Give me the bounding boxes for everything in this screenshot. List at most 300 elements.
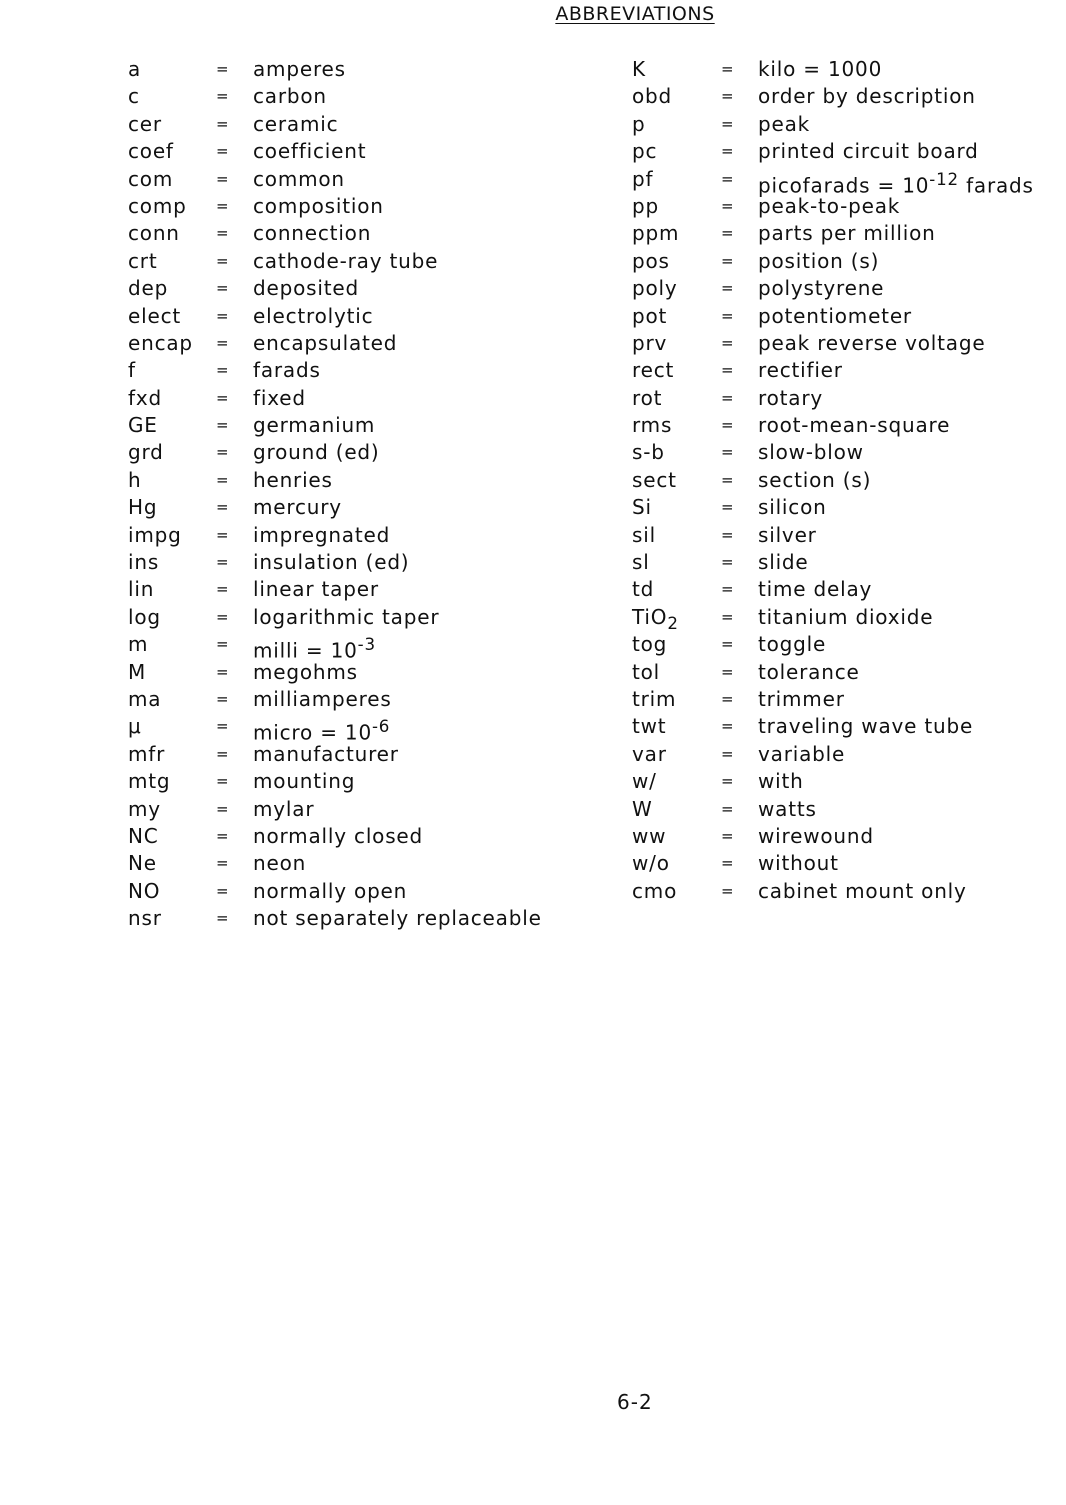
definition-text: position (s) [758, 248, 880, 273]
abbreviation-term-text: conn [128, 221, 180, 246]
abbreviation-term [128, 248, 157, 275]
abbreviation-definition [253, 439, 380, 466]
abbreviation-definition [253, 522, 390, 549]
equals-sign: = [721, 717, 735, 736]
abbreviation-term [128, 878, 160, 905]
equals-sign: = [216, 470, 230, 489]
abbreviation-definition [758, 385, 823, 412]
abbreviation-term [128, 659, 146, 686]
definition-text: not separately replaceable [253, 906, 542, 931]
abbreviation-definition [758, 768, 804, 795]
definition-text: time delay [758, 577, 873, 602]
abbreviation-definition [758, 248, 879, 275]
equals-sign: = [721, 525, 735, 544]
abbreviation-definition [253, 83, 327, 110]
equals-sign: = [216, 662, 230, 681]
page-number: 6-2 [617, 1390, 653, 1414]
abbreviation-definition [758, 412, 950, 439]
equals-sign: = [216, 87, 230, 106]
abbreviation-term-text: fxd [128, 385, 162, 410]
abbreviation-definition [253, 796, 314, 823]
equals-sign: = [216, 361, 230, 380]
abbreviation-term [632, 412, 672, 439]
equals-sign: = [216, 580, 230, 599]
definition-text: normally closed [253, 823, 424, 848]
definition-text: encapsulated [253, 330, 398, 355]
abbreviation-term [128, 631, 148, 658]
abbreviation-definition [253, 850, 306, 877]
abbreviation-term [128, 138, 174, 165]
abbreviation-term-text: NO [128, 878, 161, 903]
definition-text: watts [758, 796, 817, 821]
definition-text: tolerance [758, 659, 860, 684]
abbreviation-definition [758, 659, 860, 686]
abbreviation-term-text: my [128, 796, 161, 821]
definition-text: rotary [758, 385, 823, 410]
definition-text: milli = 10 [253, 638, 358, 663]
abbreviation-term [128, 741, 165, 768]
equals-sign: = [216, 333, 230, 352]
abbreviation-term-text: rect [632, 358, 675, 383]
abbreviation-term-text: prv [632, 330, 668, 355]
abbreviation-term-text: td [632, 577, 655, 602]
abbreviation-term-text: c [128, 84, 140, 109]
abbreviation-term-text: impg [128, 522, 182, 547]
abbreviation-term [632, 467, 677, 494]
abbreviation-term [632, 659, 660, 686]
abbreviation-term [632, 220, 679, 247]
definition-text: slow-blow [758, 440, 864, 465]
equals-sign: = [721, 361, 735, 380]
abbreviation-term-text: w/o [632, 851, 670, 876]
equals-sign: = [721, 443, 735, 462]
definition-text: logarithmic taper [253, 604, 440, 629]
equals-sign: = [721, 854, 735, 873]
abbreviation-term-text: sect [632, 467, 677, 492]
equals-sign: = [721, 416, 735, 435]
equals-sign: = [721, 251, 735, 270]
abbreviation-term-text: dep [128, 276, 169, 301]
equals-sign: = [216, 799, 230, 818]
abbreviation-term-text: grd [128, 440, 164, 465]
abbreviation-term-text: pp [632, 193, 659, 218]
definition-text: rectifier [758, 358, 843, 383]
abbreviation-term [632, 439, 665, 466]
abbreviation-term-text: m [128, 632, 149, 657]
equals-sign: = [216, 416, 230, 435]
abbreviation-term-text: pot [632, 303, 668, 328]
definition-text: printed circuit board [758, 139, 979, 164]
equals-sign: = [721, 142, 735, 161]
abbreviation-term-text: crt [128, 248, 158, 273]
definition-text: without [758, 851, 839, 876]
equals-sign: = [216, 553, 230, 572]
abbreviation-term [128, 549, 159, 576]
abbreviation-term [632, 631, 667, 658]
equals-sign: = [721, 279, 735, 298]
abbreviation-term-text: rot [632, 385, 663, 410]
abbreviation-definition [758, 494, 827, 521]
abbreviation-definition [253, 220, 371, 247]
equals-sign: = [721, 580, 735, 599]
definition-text: milliamperes [253, 686, 392, 711]
definition-text: slide [758, 550, 809, 575]
definition-text: connection [253, 221, 372, 246]
abbreviation-term-text: log [128, 604, 161, 629]
abbreviation-term [632, 111, 646, 138]
abbreviation-term [128, 439, 164, 466]
abbreviation-term [128, 303, 181, 330]
definition-text: peak [758, 111, 811, 136]
abbreviation-term-text: trim [632, 686, 677, 711]
abbreviation-term [632, 741, 667, 768]
equals-sign: = [721, 689, 735, 708]
abbreviation-term-text: K [632, 57, 646, 81]
abbreviation-definition [758, 850, 839, 877]
abbreviation-definition [253, 905, 542, 932]
abbreviation-definition [758, 357, 843, 384]
abbreviation-term-text: ww [632, 823, 667, 848]
definition-text: mercury [253, 495, 342, 520]
abbreviation-term-text: s-b [632, 440, 665, 465]
abbreviation-term-text: obd [632, 84, 673, 109]
equals-sign: = [216, 635, 230, 654]
definition-text: deposited [253, 276, 359, 301]
definition-text: composition [253, 193, 384, 218]
abbreviation-definition [758, 878, 967, 905]
equals-sign: = [216, 498, 230, 517]
abbreviation-definition [253, 275, 359, 302]
definition-text: cabinet mount only [758, 878, 967, 903]
equals-sign: = [721, 553, 735, 572]
abbreviation-term [128, 56, 141, 83]
equals-sign: = [721, 498, 735, 517]
abbreviation-definition [758, 549, 809, 576]
abbreviation-term-text: μ [128, 714, 142, 739]
abbreviation-term-text: M [128, 659, 147, 684]
abbreviation-term [632, 83, 672, 110]
abbreviation-definition [253, 549, 409, 576]
abbreviation-term [128, 796, 161, 823]
equals-sign: = [721, 60, 735, 78]
abbreviation-definition [758, 330, 985, 357]
abbreviation-term [128, 330, 193, 357]
definition-text: micro = 10 [253, 721, 372, 746]
abbreviation-term-text: nsr [128, 906, 162, 931]
abbreviation-definition [253, 193, 384, 220]
equals-sign: = [216, 224, 230, 243]
equals-sign: = [721, 224, 735, 243]
definition-text: cathode-ray tube [253, 248, 439, 273]
abbreviation-term [128, 494, 157, 521]
abbreviation-term [128, 905, 162, 932]
definition-text: wirewound [758, 823, 874, 848]
definition-text: normally open [253, 878, 408, 903]
abbreviation-definition [758, 83, 976, 110]
abbreviation-term-text: ppm [632, 221, 680, 246]
equals-sign: = [216, 909, 230, 928]
equals-sign: = [721, 607, 735, 626]
abbreviation-term-text: pc [632, 139, 658, 164]
abbreviation-term-text: com [128, 166, 174, 191]
equals-sign: = [216, 251, 230, 270]
abbreviation-term-text: comp [128, 193, 187, 218]
abbreviation-term-text: TiO [632, 604, 668, 629]
definition-text: silicon [758, 495, 827, 520]
abbreviation-term [632, 357, 674, 384]
equals-sign: = [721, 826, 735, 845]
equals-sign: = [216, 689, 230, 708]
definition-text: peak-to-peak [758, 193, 901, 218]
exponent: -3 [357, 635, 376, 655]
equals-sign: = [216, 142, 230, 161]
abbreviation-term [128, 713, 142, 740]
definition-text: insulation (ed) [253, 550, 410, 575]
equals-sign: = [721, 114, 735, 133]
abbreviation-term [128, 166, 173, 193]
exponent: -12 [929, 169, 959, 189]
abbreviation-definition [758, 686, 845, 713]
abbreviation-definition [758, 713, 973, 740]
abbreviation-term [128, 604, 161, 631]
equals-sign: = [216, 388, 230, 407]
abbreviation-term-text: cmo [632, 878, 678, 903]
equals-sign: = [216, 306, 230, 325]
abbreviation-definition [253, 166, 345, 193]
abbreviation-definition [758, 111, 810, 138]
abbreviation-term [632, 576, 654, 603]
definition-text: mounting [253, 769, 356, 794]
equals-sign: = [216, 881, 230, 900]
definition-text: variable [758, 741, 846, 766]
abbreviation-term-text: sl [632, 550, 650, 575]
abbreviation-term [632, 713, 666, 740]
abbreviation-term [128, 220, 180, 247]
definition-text: manufacturer [253, 741, 399, 766]
definition-text: neon [253, 851, 307, 876]
definition-text: henries [253, 467, 333, 492]
abbreviation-term [632, 522, 656, 549]
abbreviation-term-text: tog [632, 632, 668, 657]
abbreviation-term-text: h [128, 467, 142, 492]
definition-text: common [253, 166, 345, 191]
abbreviation-term [632, 494, 652, 521]
definition-text: electrolytic [253, 303, 374, 328]
abbreviation-term [632, 193, 659, 220]
definition-text: kilo = 1000 [758, 57, 883, 81]
abbreviation-definition [758, 220, 936, 247]
definition-suffix: farads [958, 173, 1034, 198]
definition-text: order by description [758, 84, 976, 109]
abbreviation-definition [253, 56, 346, 83]
equals-sign: = [721, 333, 735, 352]
abbreviation-definition [758, 193, 900, 220]
abbreviation-definition [253, 248, 438, 275]
definition-text: farads [253, 358, 321, 383]
definition-text: fixed [253, 385, 306, 410]
abbreviation-definition [253, 467, 333, 494]
abbreviation-definition [253, 303, 373, 330]
equals-sign: = [216, 114, 230, 133]
abbreviation-term-text: W [632, 796, 653, 821]
equals-sign: = [721, 306, 735, 325]
page-title: ABBREVIATIONS [555, 3, 715, 25]
definition-text: titanium dioxide [758, 604, 934, 629]
abbreviation-term-text: var [632, 741, 667, 766]
definition-text: polystyrene [758, 276, 885, 301]
abbreviation-term-text: encap [128, 330, 193, 355]
definition-text: picofarads = 10 [758, 173, 930, 198]
abbreviation-definition [253, 659, 358, 686]
abbreviation-term-text: twt [632, 714, 667, 739]
definition-text: ground (ed) [253, 440, 380, 465]
abbreviation-term-text: poly [632, 276, 678, 301]
abbreviation-definition [253, 494, 342, 521]
definition-text: potentiometer [758, 303, 912, 328]
abbreviation-term [632, 275, 678, 302]
abbreviation-definition [758, 439, 864, 466]
definition-text: coefficient [253, 139, 367, 164]
abbreviation-term [632, 303, 667, 330]
abbreviation-term [128, 686, 161, 713]
definition-text: mylar [253, 796, 315, 821]
abbreviation-term-text: rms [632, 413, 673, 438]
abbreviation-term [128, 193, 187, 220]
abbreviation-term-text: cer [128, 111, 162, 136]
definition-text: amperes [253, 57, 346, 81]
abbreviation-definition [253, 385, 306, 412]
abbreviation-definition [253, 741, 399, 768]
abbreviation-term [632, 768, 657, 795]
abbreviation-term-text: elect [128, 303, 182, 328]
abbreviation-term-text: Si [632, 495, 652, 520]
equals-sign: = [216, 169, 230, 188]
abbreviation-term-text: coef [128, 139, 174, 164]
definition-text: toggle [758, 632, 827, 657]
definition-text: silver [758, 522, 817, 547]
abbreviation-definition [253, 111, 338, 138]
equals-sign: = [721, 744, 735, 763]
abbreviation-definition [253, 604, 439, 631]
equals-sign: = [216, 826, 230, 845]
equals-sign: = [721, 196, 735, 215]
abbreviation-term [128, 111, 162, 138]
abbreviation-subscript: 2 [667, 613, 679, 633]
definition-text: germanium [253, 413, 376, 438]
abbreviation-term [128, 522, 182, 549]
abbreviation-definition [758, 576, 872, 603]
abbreviation-term-text: pos [632, 248, 670, 273]
abbreviation-term-text: w/ [632, 769, 657, 794]
abbreviation-definition [253, 330, 397, 357]
abbreviation-term [128, 823, 159, 850]
definition-text: megohms [253, 659, 358, 684]
abbreviation-definition [758, 138, 979, 165]
abbreviation-term-text: Hg [128, 495, 158, 520]
abbreviation-term [632, 385, 662, 412]
definition-text: ceramic [253, 111, 339, 136]
abbreviation-definition [758, 604, 933, 631]
definition-text: linear taper [253, 577, 379, 602]
abbreviation-definition [758, 275, 884, 302]
equals-sign: = [216, 607, 230, 626]
abbreviation-term-text: f [128, 358, 136, 383]
exponent: -6 [371, 717, 391, 737]
equals-sign: = [216, 60, 230, 78]
abbreviation-term-text: pf [632, 166, 654, 191]
abbreviation-definition [758, 631, 826, 658]
abbreviation-term [632, 138, 657, 165]
equals-sign: = [216, 443, 230, 462]
abbreviation-term-text: lin [128, 577, 155, 602]
abbreviation-definition [758, 796, 817, 823]
equals-sign: = [721, 169, 735, 188]
abbreviation-definition [758, 741, 845, 768]
abbreviation-term [632, 823, 666, 850]
equals-sign: = [216, 525, 230, 544]
abbreviation-term [632, 166, 653, 193]
abbreviation-term [128, 275, 168, 302]
abbreviation-definition [253, 768, 355, 795]
abbreviation-term [632, 549, 650, 576]
definition-text: section (s) [758, 467, 872, 492]
abbreviation-definition [758, 56, 882, 83]
equals-sign: = [216, 854, 230, 873]
definition-text: peak reverse voltage [758, 330, 986, 355]
equals-sign: = [721, 772, 735, 791]
equals-sign: = [216, 717, 230, 736]
abbreviation-term [128, 357, 136, 384]
definition-text: carbon [253, 84, 327, 109]
equals-sign: = [721, 881, 735, 900]
equals-sign: = [721, 799, 735, 818]
definition-text: root-mean-square [758, 413, 951, 438]
equals-sign: = [721, 635, 735, 654]
definition-text: impregnated [253, 522, 391, 547]
abbreviation-term-text: mfr [128, 741, 166, 766]
abbreviation-term-text: sil [632, 522, 656, 547]
definition-text: parts per million [758, 221, 936, 246]
abbreviation-definition [253, 686, 392, 713]
equals-sign: = [721, 470, 735, 489]
equals-sign: = [721, 388, 735, 407]
abbreviation-definition [758, 522, 817, 549]
abbreviation-term-text: NC [128, 823, 159, 848]
abbreviation-term [128, 412, 158, 439]
abbreviation-term-text: Ne [128, 851, 157, 876]
abbreviation-definition [253, 138, 366, 165]
abbreviation-term [128, 467, 141, 494]
abbreviation-term [128, 385, 162, 412]
abbreviation-definition [253, 878, 407, 905]
abbreviation-definition [758, 467, 871, 494]
abbreviation-term-text: tol [632, 659, 661, 684]
equals-sign: = [216, 744, 230, 763]
abbreviation-definition [253, 357, 321, 384]
abbreviation-term-text: ins [128, 550, 160, 575]
abbreviation-term [128, 768, 170, 795]
equals-sign: = [721, 87, 735, 106]
definition-text: traveling wave tube [758, 714, 974, 739]
abbreviation-definition [758, 823, 874, 850]
abbreviation-definition [758, 303, 912, 330]
abbreviation-term [632, 686, 676, 713]
abbreviation-definition [253, 412, 375, 439]
abbreviation-term-text: mtg [128, 769, 171, 794]
abbreviation-term [632, 330, 667, 357]
equals-sign: = [721, 662, 735, 681]
equals-sign: = [216, 279, 230, 298]
